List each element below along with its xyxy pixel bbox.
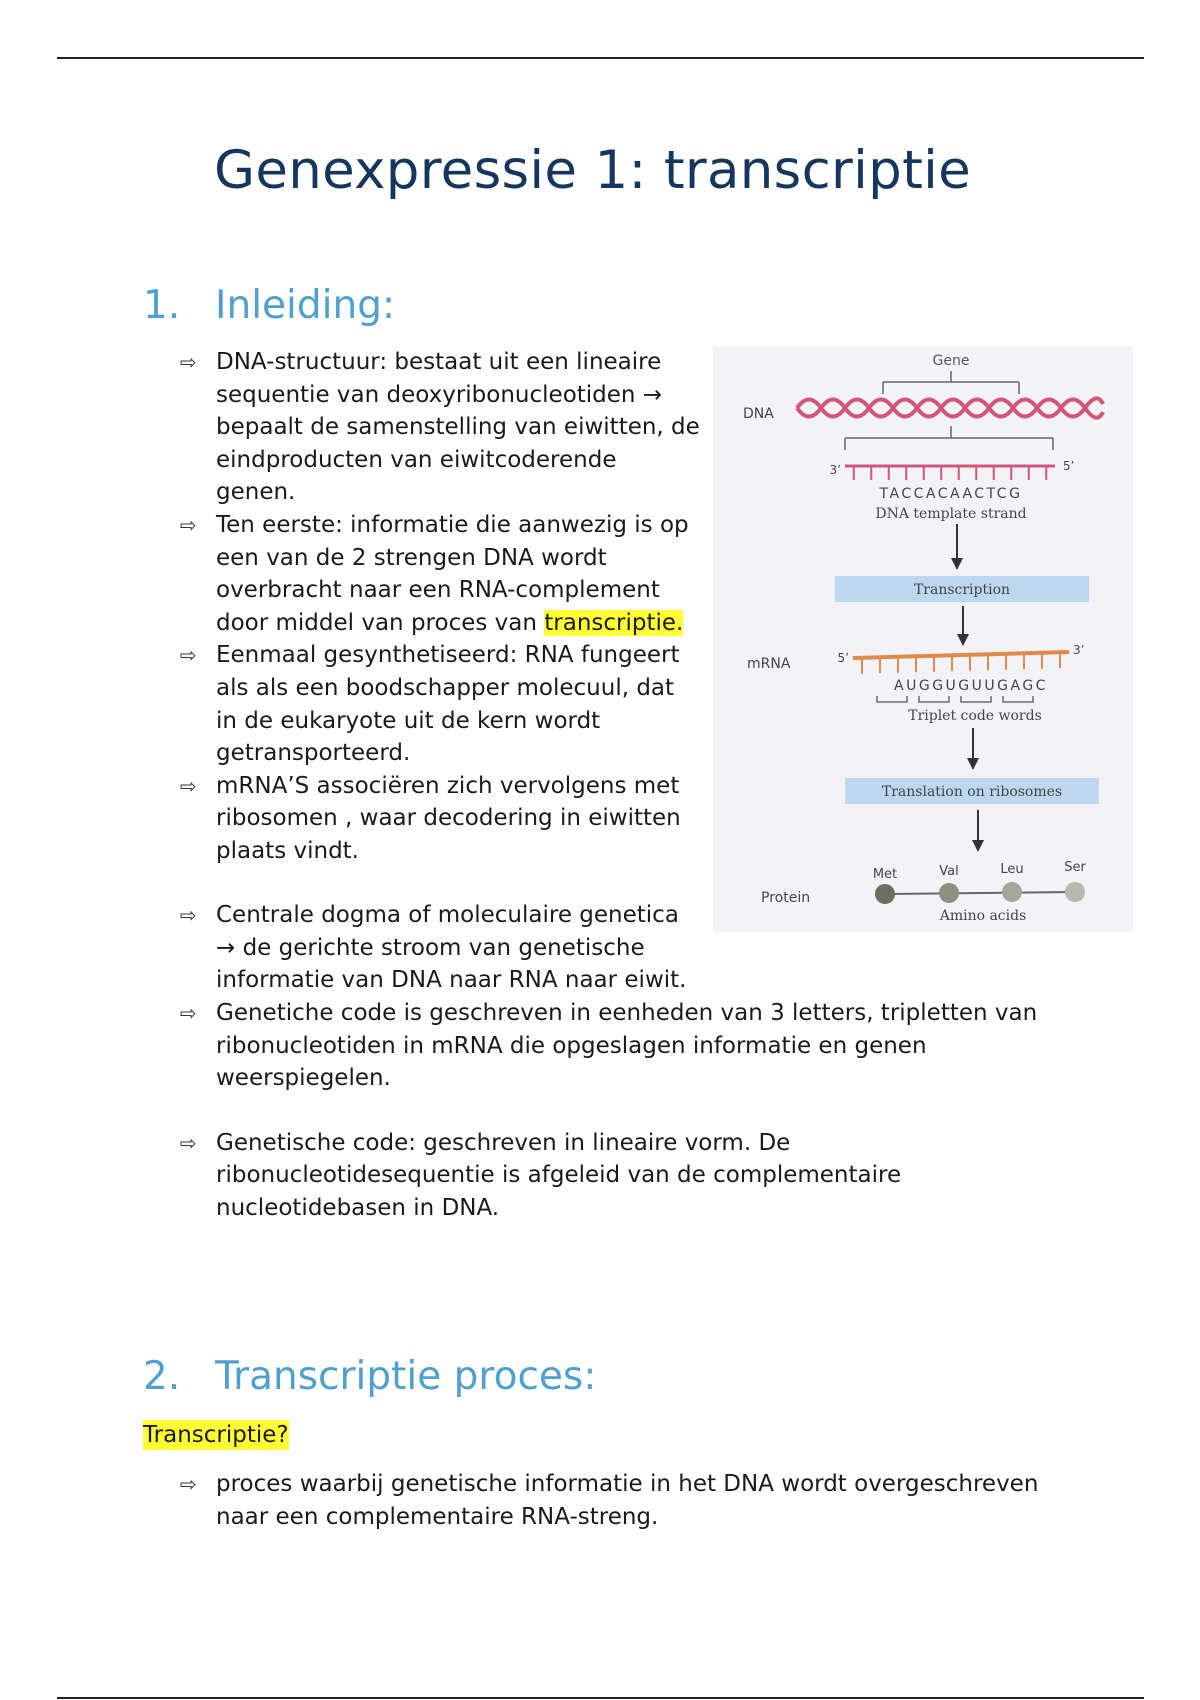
amino-acid-bead bbox=[875, 884, 895, 904]
section-heading-transcriptie-proces bbox=[143, 1354, 596, 1399]
bullet-text: Centrale dogma of moleculaire genetica → de gerichte stroom van genetische informatie van DNA naar RNA naar eiwit. bbox=[216, 902, 687, 994]
arrow-bullet-icon: ⇨ bbox=[180, 1472, 197, 1496]
list-item bbox=[180, 346, 700, 509]
dna-label: DNA bbox=[743, 406, 774, 422]
footer-rule bbox=[57, 1697, 1144, 1699]
section-title: Transcriptie proces: bbox=[215, 1354, 597, 1399]
template-5-prime: 5’ bbox=[1063, 459, 1075, 473]
bullet-text: Genetiche code is geschreven in eenheden van 3 letters, tripletten van ribonucleotiden in mRNA die opgeslagen informatie en genen weerspiegelen. bbox=[216, 1000, 1038, 1092]
transcription-diagram bbox=[713, 346, 1133, 932]
section-number: 1. bbox=[143, 283, 181, 328]
amino-acid-bead bbox=[939, 883, 959, 903]
dogma-bullet-list bbox=[180, 899, 700, 997]
list-item bbox=[180, 1468, 1040, 1533]
diagram-svg bbox=[713, 346, 1133, 932]
template-caption: DNA template strand bbox=[875, 506, 1027, 522]
arrow-bullet-icon: ⇨ bbox=[180, 773, 197, 798]
template-3-prime: 3’ bbox=[829, 463, 841, 477]
bullet-text: Genetische code: geschreven in lineaire vorm. De ribonucleotidesequentie is afgeleid van de complementaire nucleotidebasen in DNA. bbox=[216, 1129, 902, 1221]
bullet-text: Ten eerste: informatie die aanwezig is op een van de 2 strengen DNA wordt overbracht naar een RNA-complement door middel van proces van bbox=[216, 511, 689, 636]
header-rule bbox=[57, 57, 1144, 59]
list-item bbox=[180, 1127, 1040, 1225]
section-title: Inleiding: bbox=[215, 283, 396, 328]
list-item bbox=[180, 770, 700, 868]
transcription-label: Transcription bbox=[913, 582, 1011, 598]
process-bullet-list bbox=[180, 1468, 1040, 1533]
amino-acid-bead bbox=[1065, 882, 1085, 902]
bullet-text: Eenmaal gesynthetiseerd: RNA fungeert als als een boodschapper molecuul, dat in de eukaryote uit de kern wordt getransporteerd. bbox=[216, 642, 680, 767]
bullet-text: proces waarbij genetische informatie in het DNA wordt overgeschreven naar een complementaire RNA-streng. bbox=[216, 1471, 1039, 1530]
intro-bullet-list bbox=[180, 346, 700, 868]
amino-acid-bead bbox=[1002, 882, 1022, 902]
document-title: Genexpressie 1: transcriptie bbox=[214, 140, 972, 201]
amino-acid-beads bbox=[875, 884, 895, 904]
list-item bbox=[180, 639, 700, 769]
section-number: 2. bbox=[143, 1354, 181, 1399]
amino-caption: Amino acids bbox=[939, 908, 1027, 924]
amino-acid-label: Leu bbox=[1000, 862, 1024, 877]
section-heading-inleiding bbox=[143, 283, 395, 328]
list-item bbox=[180, 899, 700, 997]
mrna-5-prime: 5’ bbox=[837, 651, 849, 665]
highlighted-subheading: Transcriptie? bbox=[143, 1422, 289, 1448]
list-item bbox=[180, 509, 700, 639]
bullet-text: DNA-structuur: bestaat uit een lineaire sequentie van deoxyribonucleotiden → bepaalt de samenstelling van eiwitten, de eindproducten van eiwitcoderende genen. bbox=[216, 349, 700, 506]
arrow-bullet-icon: ⇨ bbox=[180, 350, 197, 374]
template-sequence: TACCACAACTCG bbox=[879, 486, 1023, 502]
highlighted-term: transcriptie. bbox=[544, 609, 684, 636]
gene-label: Gene bbox=[932, 353, 970, 369]
diagram-background bbox=[713, 346, 1133, 932]
arrow-bullet-icon: ⇨ bbox=[180, 903, 197, 927]
mrna-3-prime: 3’ bbox=[1073, 643, 1085, 657]
arrow-bullet-icon: ⇨ bbox=[180, 1130, 197, 1155]
amino-acid-label: Val bbox=[939, 864, 959, 879]
triplet-caption: Triplet code words bbox=[908, 708, 1042, 724]
amino-acid-label: Ser bbox=[1064, 860, 1086, 875]
arrow-bullet-icon: ⇨ bbox=[180, 512, 197, 537]
translation-label: Translation on ribosomes bbox=[881, 784, 1063, 800]
arrow-bullet-icon: ⇨ bbox=[180, 1001, 197, 1025]
bullet-text: mRNA’S associëren zich vervolgens met ribosomen , waar decodering in eiwitten plaats vindt. bbox=[216, 772, 681, 864]
mrna-label: mRNA bbox=[747, 656, 791, 672]
amino-acid-label: Met bbox=[872, 867, 898, 882]
list-item bbox=[180, 997, 1040, 1095]
protein-label: Protein bbox=[761, 890, 811, 906]
arrow-bullet-icon: ⇨ bbox=[180, 643, 197, 668]
mrna-sequence: AUGGUGUUGAGC bbox=[894, 678, 1048, 694]
code-bullet-list bbox=[180, 997, 1040, 1225]
